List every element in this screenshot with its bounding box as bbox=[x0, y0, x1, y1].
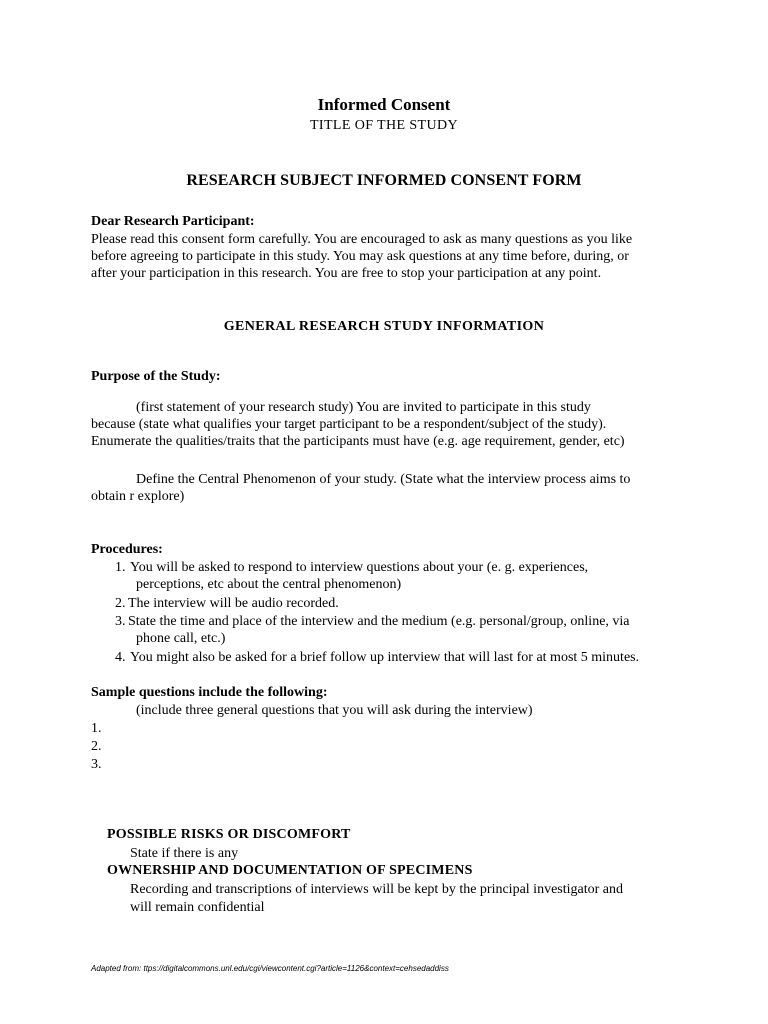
possible-risks-heading: POSSIBLE RISKS OR DISCOMFORT bbox=[107, 827, 351, 842]
procedure-3-line-2: phone call, etc.) bbox=[136, 631, 226, 646]
purpose-heading: Purpose of the Study: bbox=[91, 369, 221, 384]
intro-line-3: after your participation in this research. You are free to stop your participation at any point. bbox=[91, 266, 602, 281]
procedures-heading: Procedures: bbox=[91, 542, 163, 557]
procedure-number-4: 4. bbox=[115, 650, 126, 665]
sample-question-number-3: 3. bbox=[91, 757, 102, 772]
procedure-number-1: 1. bbox=[115, 560, 126, 575]
procedure-4-line-1: You might also be asked for a brief follow up interview that will last for at most 5 minutes. bbox=[130, 650, 640, 665]
procedure-number-3: 3. bbox=[115, 614, 126, 629]
central-phenomenon-line-1: Define the Central Phenomenon of your study. (State what the interview process aims to bbox=[136, 472, 631, 487]
purpose-line-1: (first statement of your research study) You are invited to participate in this study bbox=[136, 400, 591, 415]
procedure-1-line-2: perceptions, etc about the central phenomenon) bbox=[136, 577, 402, 592]
procedure-3-line-1: State the time and place of the interview and the medium (e.g. personal/group, online, via bbox=[128, 614, 630, 629]
sample-questions-heading: Sample questions include the following: bbox=[91, 685, 328, 700]
purpose-line-3: Enumerate the qualities/traits that the participants must have (e.g. age requirement, gender, etc) bbox=[91, 434, 625, 449]
procedure-2-line-1: The interview will be audio recorded. bbox=[128, 596, 339, 611]
consent-form-title: RESEARCH SUBJECT INFORMED CONSENT FORM bbox=[186, 172, 582, 189]
intro-line-2: before agreeing to participate in this study. You may ask questions at any time before, during, or bbox=[91, 249, 629, 264]
ownership-line-2: will remain confidential bbox=[130, 900, 265, 915]
intro-line-1: Please read this consent form carefully. You are encouraged to ask as many questions as you like bbox=[91, 232, 633, 247]
document-title: Informed Consent bbox=[317, 95, 451, 114]
possible-risks-text: State if there is any bbox=[130, 846, 239, 861]
greeting: Dear Research Participant: bbox=[91, 214, 255, 229]
sample-question-number-1: 1. bbox=[91, 721, 102, 736]
purpose-line-2: because (state what qualifies your target participant to be a respondent/subject of the study). bbox=[91, 417, 607, 432]
adapted-from-footer: Adapted from: ttps://digitalcommons.unl.edu/cgi/viewcontent.cgi?article=1126&context=cehsedaddiss bbox=[91, 964, 449, 973]
ownership-line-1: Recording and transcriptions of interviews will be kept by the principal investigator and bbox=[130, 882, 623, 897]
general-information-heading: GENERAL RESEARCH STUDY INFORMATION bbox=[223, 319, 545, 334]
procedure-1-line-1: You will be asked to respond to interview questions about your (e. g. experiences, bbox=[130, 560, 589, 575]
study-title-placeholder: TITLE OF THE STUDY bbox=[309, 118, 459, 133]
procedure-number-2: 2. bbox=[115, 596, 126, 611]
central-phenomenon-line-2: obtain r explore) bbox=[91, 489, 185, 504]
sample-question-number-2: 2. bbox=[91, 739, 102, 754]
ownership-documentation-heading: OWNERSHIP AND DOCUMENTATION OF SPECIMENS bbox=[107, 863, 473, 878]
sample-questions-instruction: (include three general questions that you will ask during the interview) bbox=[136, 703, 533, 718]
